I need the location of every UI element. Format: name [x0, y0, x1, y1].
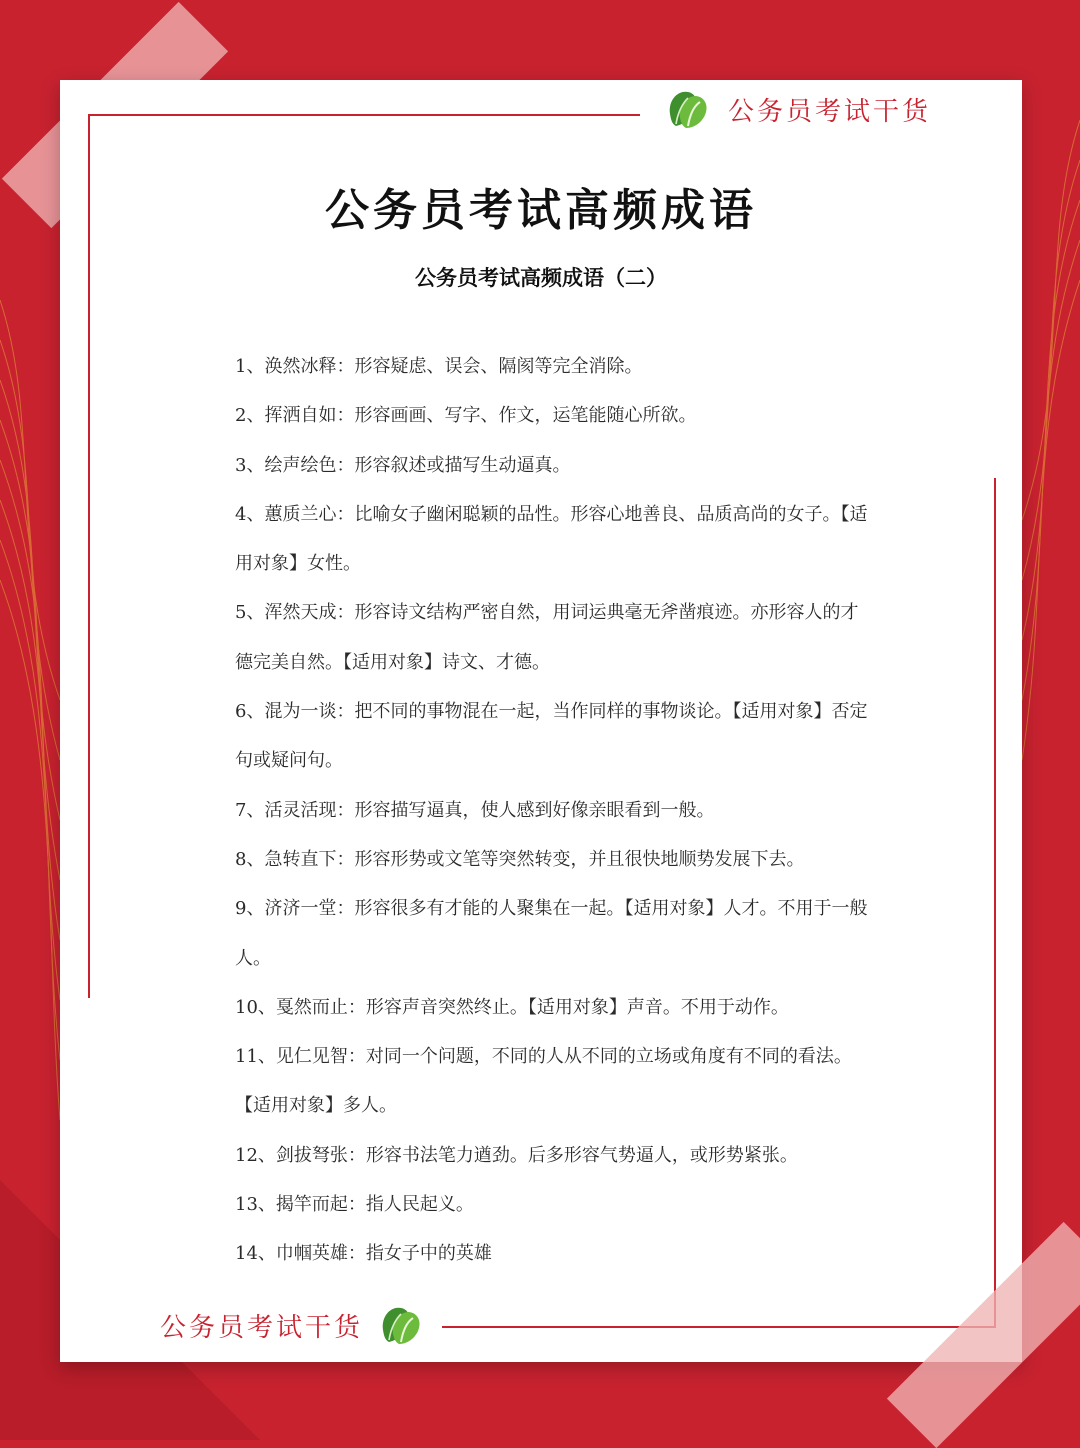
list-item: 7、活灵活现：形容描写逼真，使人感到好像亲眼看到一般。	[235, 799, 715, 821]
frame-line-right	[994, 478, 996, 1328]
cabbage-icon	[664, 84, 714, 134]
frame-line-top	[88, 114, 640, 116]
cabbage-icon	[377, 1300, 427, 1350]
page-subtitle: 公务员考试高频成语（二）	[415, 266, 667, 290]
list-item: 5、浑然天成：形容诗文结构严密自然，用词运典毫无斧凿痕迹。亦形容人的才德完美自然。【适用对象】诗文、才德。	[235, 602, 859, 673]
brand-header	[664, 84, 931, 134]
list-item: 11、见仁见智：对同一个问题，不同的人从不同的立场或角度有不同的看法。【适用对象】多人。	[235, 1046, 852, 1117]
list-item: 12、剑拔弩张：形容书法笔力遒劲。后多形容气势逼人，或形势紧张。	[235, 1144, 798, 1166]
list-item: 3、绘声绘色：形容叙述或描写生动逼真。	[235, 454, 571, 476]
list-item: 2、挥洒自如：形容画画、写字、作文，运笔能随心所欲。	[235, 405, 697, 427]
list-item: 4、蕙质兰心：比喻女子幽闲聪颖的品性。形容心地善良、品质高尚的女子。【适用对象】女性。	[235, 503, 868, 575]
frame-line-bottom	[442, 1326, 996, 1328]
list-item: 1、涣然冰释：形容疑虑、误会、隔阂等完全消除。	[235, 356, 643, 377]
list-item: 8、急转直下：形容形势或文笔等突然转变，并且很快地顺势发展下去。	[235, 848, 805, 870]
list-item: 10、戛然而止：形容声音突然终止。【适用对象】声音。不用于动作。	[235, 996, 789, 1018]
brand-name: 公务员考试干货	[728, 96, 932, 127]
page-title: 公务员考试高频成语	[325, 185, 757, 236]
frame-line-left	[88, 114, 90, 998]
list-item: 6、混为一谈：把不同的事物混在一起，当作同样的事物谈论。【适用对象】否定句或疑问句。	[235, 701, 868, 772]
brand-footer	[160, 1300, 427, 1350]
idiom-list	[235, 342, 875, 1279]
list-item: 13、揭竿而起：指人民起义。	[235, 1194, 474, 1216]
list-item: 14、巾帼英雄：指女子中的英雄	[235, 1243, 492, 1265]
brand-name: 公务员考试干货	[160, 1312, 364, 1343]
list-item: 9、济济一堂：形容很多有才能的人聚集在一起。【适用对象】人才。不用于一般人。	[235, 898, 868, 969]
document-page	[60, 80, 1022, 1362]
